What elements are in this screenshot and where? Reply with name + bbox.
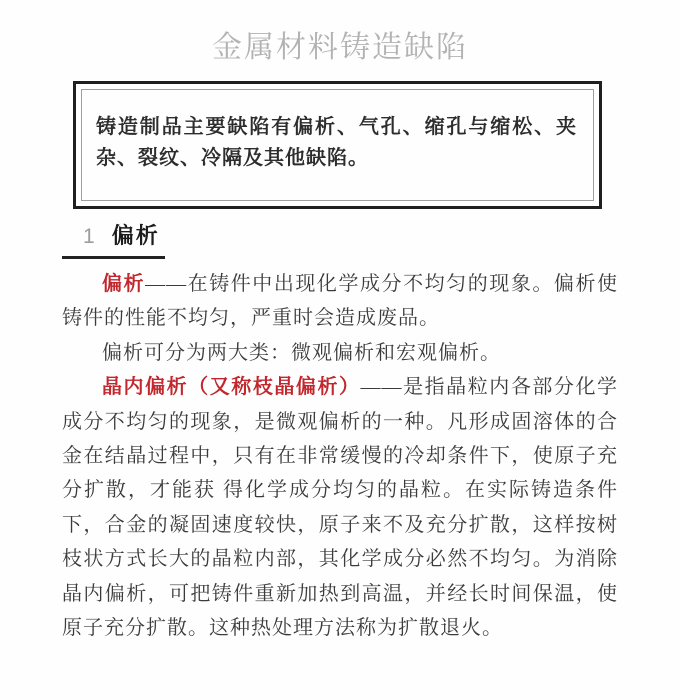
paragraph-segregation-definition — [62, 267, 618, 336]
paragraph-intracrystalline-segregation — [62, 370, 618, 645]
term-highlight-intracrystalline: 晶内偏析（又称枝晶偏析） — [102, 376, 361, 399]
intro-box-inner-frame — [81, 89, 594, 201]
section-heading — [62, 223, 165, 259]
paragraph-text: ——是指晶粒内各部分化学成分不均匀的现象，是微观偏析的一种。凡形成固溶体的合金在结晶过程中，只有在非常缓慢的冷却条件下，使原子充分扩散，才能获 得化学成分均匀的晶粒。在实际铸造条件下，合金的凝固速度较快，原子来不及充分扩散，这样按树枝状方式长大的晶粒内部，其化学成分必然不均匀。为消除晶内偏析，可把铸件重新加热到高温，并经长时间保温，使原子充分扩散。这种热处理方法称为扩散退火。 — [62, 376, 619, 640]
section-number: 1 — [83, 225, 95, 248]
paragraph-segregation-types — [62, 336, 618, 370]
intro-text: 铸造制品主要缺陷有偏析、气孔、缩孔与缩松、夹杂、裂纹、冷隔及其他缺陷。 — [96, 116, 577, 169]
page-title: 金属材料铸造缺陷 — [212, 31, 468, 64]
section-title: 偏析 — [111, 223, 160, 248]
term-highlight-segregation: 偏析 — [102, 273, 146, 295]
body-text — [62, 267, 618, 645]
paragraph-text: ——在铸件中出现化学成分不均匀的现象。偏析使铸件的性能不均匀，严重时会造成废品。 — [62, 273, 619, 330]
paragraph-text: 偏析可分为两大类：微观偏析和宏观偏析。 — [102, 341, 501, 364]
intro-box — [73, 81, 602, 209]
